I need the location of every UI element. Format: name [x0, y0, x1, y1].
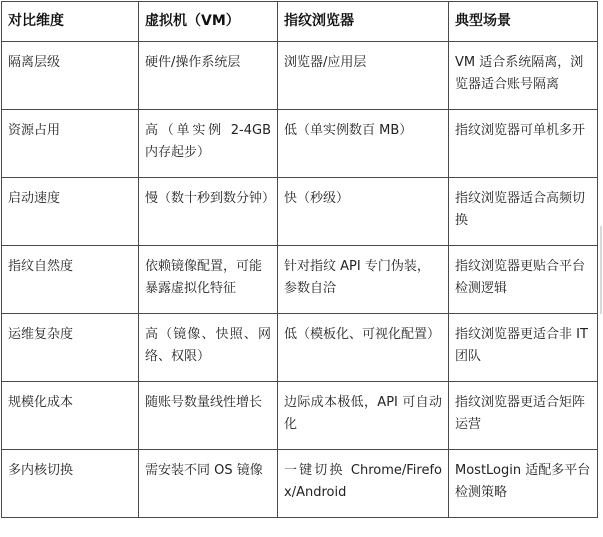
table-row — [2, 110, 598, 178]
cell-typical-scenario: MostLogin 适配多平台检测策略 — [449, 450, 598, 518]
cell-vm: 硬件/操作系统层 — [139, 42, 278, 110]
cell-vm: 依赖镜像配置，可能暴露虚拟化特征 — [139, 246, 278, 314]
cell-typical-scenario: 指纹浏览器可单机多开 — [449, 110, 598, 178]
cell-dimension: 运维复杂度 — [2, 314, 139, 382]
cell-vm: 高（单实例 2-4GB 内存起步） — [139, 110, 278, 178]
table-row — [2, 450, 598, 518]
cell-fingerprint-browser: 一键切换 Chrome/Firefox/Android — [278, 450, 449, 518]
header-fingerprint-browser: 指纹浏览器 — [278, 2, 449, 42]
header-dimension: 对比维度 — [2, 2, 139, 42]
table-row — [2, 314, 598, 382]
cell-typical-scenario: 指纹浏览器适合高频切换 — [449, 178, 598, 246]
table-row — [2, 42, 598, 110]
header-typical-scenario: 典型场景 — [449, 2, 598, 42]
cell-dimension: 资源占用 — [2, 110, 139, 178]
cell-fingerprint-browser: 边际成本极低，API 可自动化 — [278, 382, 449, 450]
cell-fingerprint-browser: 低（单实例数百 MB） — [278, 110, 449, 178]
cell-vm: 随账号数量线性增长 — [139, 382, 278, 450]
cell-fingerprint-browser: 低（模板化、可视化配置） — [278, 314, 449, 382]
cell-dimension: 规模化成本 — [2, 382, 139, 450]
cell-vm: 高（镜像、快照、网络、权限） — [139, 314, 278, 382]
cell-typical-scenario: 指纹浏览器更适合非 IT 团队 — [449, 314, 598, 382]
cell-fingerprint-browser: 快（秒级） — [278, 178, 449, 246]
table-row — [2, 178, 598, 246]
cell-typical-scenario: 指纹浏览器更适合矩阵运营 — [449, 382, 598, 450]
scroll-edge-divider — [600, 226, 602, 314]
comparison-table-container — [1, 1, 598, 518]
cell-vm: 需安装不同 OS 镜像 — [139, 450, 278, 518]
comparison-table — [1, 1, 598, 518]
cell-typical-scenario: 指纹浏览器更贴合平台检测逻辑 — [449, 246, 598, 314]
cell-dimension: 指纹自然度 — [2, 246, 139, 314]
cell-dimension: 多内核切换 — [2, 450, 139, 518]
cell-typical-scenario: VM 适合系统隔离，浏览器适合账号隔离 — [449, 42, 598, 110]
cell-vm: 慢（数十秒到数分钟） — [139, 178, 278, 246]
cell-fingerprint-browser: 针对指纹 API 专门伪装，参数自洽 — [278, 246, 449, 314]
cell-dimension: 隔离层级 — [2, 42, 139, 110]
header-row — [2, 2, 598, 42]
cell-fingerprint-browser: 浏览器/应用层 — [278, 42, 449, 110]
table-row — [2, 246, 598, 314]
cell-dimension: 启动速度 — [2, 178, 139, 246]
header-vm: 虚拟机（VM） — [139, 2, 278, 42]
table-row — [2, 382, 598, 450]
